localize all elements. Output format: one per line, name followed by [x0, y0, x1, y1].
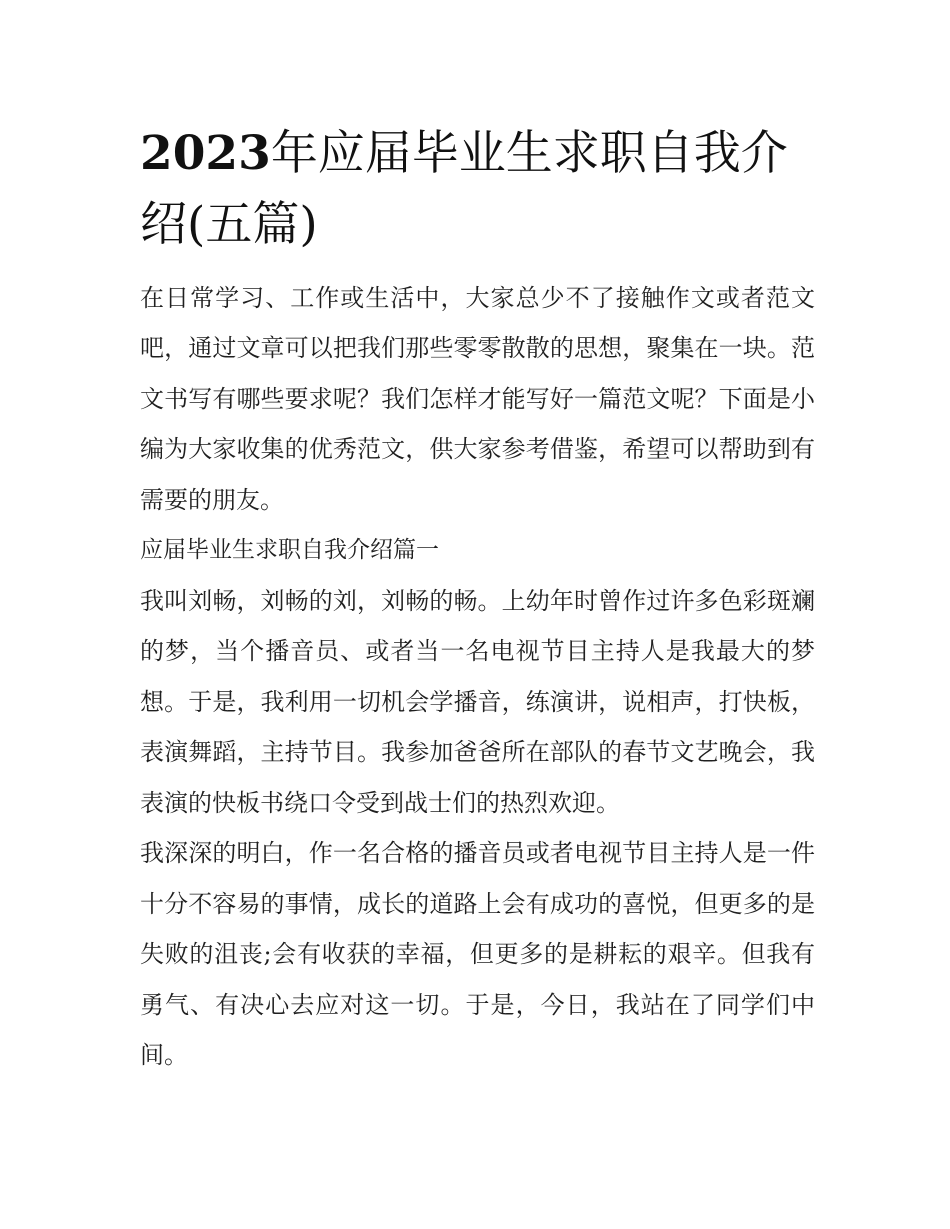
title-text: 年应届毕业生求职自我介绍(五篇): [140, 126, 788, 253]
body-paragraph-2: 我深深的明白，作一名合格的播音员或者电视节目主持人是一件十分不容易的事情，成长的道路上会有成功的喜悦，但更多的是失败的沮丧;会有收获的幸福，但更多的是耕耘的艰辛。但我有勇气、有决心去应对这一切。于是，今日，我站在了同学们中间。: [140, 839, 815, 1070]
title-year: 2023: [140, 126, 271, 181]
intro-paragraph: 在日常学习、工作或生活中，大家总少不了接触作文或者范文吧，通过文章可以把我们那些零零散散的思想，聚集在一块。范文书写有哪些要求呢？我们怎样才能写好一篇范文呢？下面是小编为大家收集的优秀范文，供大家参考借鉴，希望可以帮助到有需要的朋友。: [140, 283, 815, 514]
document-body: [140, 273, 815, 1081]
document-page: [140, 118, 815, 1081]
body-paragraph-1: 我叫刘畅，刘畅的刘，刘畅的畅。上幼年时曾作过许多色彩斑斓的梦，当个播音员、或者当一名电视节目主持人是我最大的梦想。于是，我利用一切机会学播音，练演讲，说相声，打快板，表演舞蹈，主持节目。我参加爸爸所在部队的春节文艺晚会，我表演的快板书绕口令受到战士们的热烈欢迎。: [140, 586, 815, 817]
document-title: [140, 118, 815, 261]
section-heading: 应届毕业生求职自我介绍篇一: [140, 537, 439, 564]
